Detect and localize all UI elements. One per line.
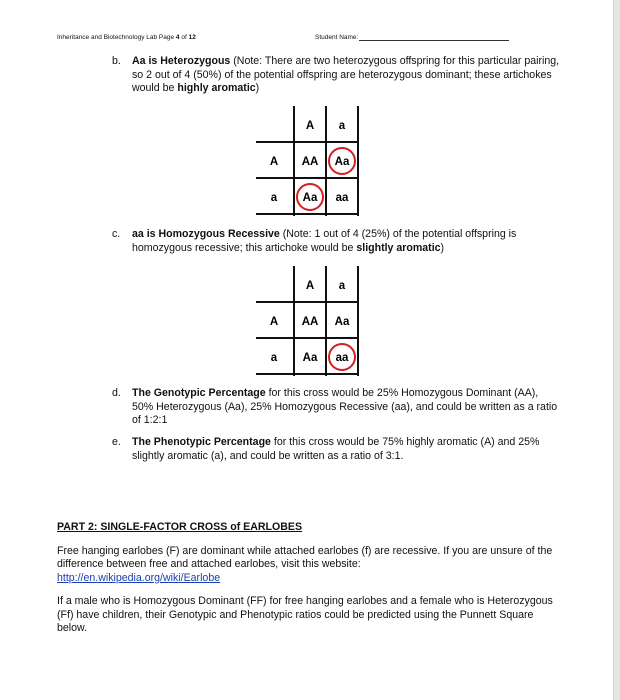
page-edge <box>613 0 620 700</box>
item-e-marker: e. <box>112 436 121 448</box>
cell-genotype: AA <box>301 156 319 168</box>
row-header: A <box>269 316 279 328</box>
item-c-body: (Note: 1 out of 4 (25%) of the potential offspring is homozygous recessive; this artichoke would be <box>132 228 517 254</box>
punnett-square-1 <box>254 102 374 218</box>
cell-genotype: Aa <box>334 156 350 168</box>
col-header: A <box>305 120 315 132</box>
cell-genotype: Aa <box>302 192 318 204</box>
item-b-bold: Aa is Heterozygous <box>132 55 231 67</box>
item-c <box>112 228 562 255</box>
student-name-field <box>315 34 509 41</box>
item-d-text <box>132 387 562 428</box>
item-e <box>112 436 562 463</box>
item-c-bold: aa is Homozygous Recessive <box>132 228 280 240</box>
cell-genotype: aa <box>335 352 349 364</box>
item-b-body: (Note: There are two heterozygous offspring for this particular pairing, so 2 out of 4 (50%) of the potential offspring are heterozygous dominant; these artichokes would be <box>132 55 560 94</box>
item-b-text <box>132 55 562 96</box>
item-e-text <box>132 436 562 463</box>
item-b-close: ) <box>255 82 260 94</box>
item-d <box>112 387 562 428</box>
col-header: a <box>338 120 346 132</box>
cell-genotype: aa <box>335 192 349 204</box>
row-header: A <box>269 156 279 168</box>
punnett-square-2-grid <box>254 262 374 378</box>
item-b-marker: b. <box>112 55 121 67</box>
header-page-total: 12 <box>188 34 196 41</box>
punnett-square-2 <box>254 262 374 378</box>
cell-genotype: AA <box>301 316 319 328</box>
row-header: a <box>270 352 278 364</box>
header-lab-title: Inheritance and Biotechnology Lab Page <box>57 34 176 41</box>
item-e-body: for this cross would be 75% highly aromatic (A) and 25% slightly aromatic (a), and could be written as a ratio of 3:1. <box>132 436 540 462</box>
item-c-close: ) <box>440 241 445 254</box>
item-c-marker: c. <box>112 228 121 240</box>
header-of: of <box>179 34 189 41</box>
student-name-label: Student Name: <box>315 34 359 41</box>
earlobe-wiki-link[interactable]: http://en.wikipedia.org/wiki/Earlobe <box>57 571 221 584</box>
col-header: a <box>338 280 346 292</box>
student-name-line <box>359 40 509 41</box>
header-title <box>57 34 196 41</box>
part2-question: If a male who is Homozygous Dominant (FF) for free hanging earlobes and a female who is Heterozygous (Ff) have children, their Genotypic and Phenotypic ratios could be predicted using the Punnett Square below. <box>57 595 553 634</box>
item-e-bold: The Phenotypic Percentage <box>132 436 271 448</box>
col-header: A <box>305 280 315 292</box>
item-c-trait: slightly aromatic <box>356 241 441 254</box>
item-b <box>112 55 562 96</box>
page-header <box>57 34 527 48</box>
cell-genotype: Aa <box>302 352 318 364</box>
item-c-text <box>132 228 562 255</box>
cell-genotype: Aa <box>334 316 350 328</box>
item-d-bold: The Genotypic Percentage <box>132 387 266 399</box>
item-d-marker: d. <box>112 387 121 399</box>
row-header: a <box>270 192 278 204</box>
item-d-body: for this cross would be 25% Homozygous Dominant (AA), 50% Heterozygous (Aa), 25% Homozygous Recessive (aa), and could be written as a ratio of 1:2:1 <box>132 387 558 426</box>
item-b-trait: highly aromatic <box>177 82 256 94</box>
part2-section <box>57 521 562 636</box>
header-page-number: 4 <box>175 34 180 41</box>
part2-intro: Free hanging earlobes (F) are dominant while attached earlobes (f) are recessive. If you are unsure of the difference between free and attached earlobes, visit this website: <box>57 544 553 570</box>
part2-title: PART 2: SINGLE-FACTOR CROSS of EARLOBES <box>57 521 303 533</box>
punnett-square-1-grid <box>254 102 374 218</box>
